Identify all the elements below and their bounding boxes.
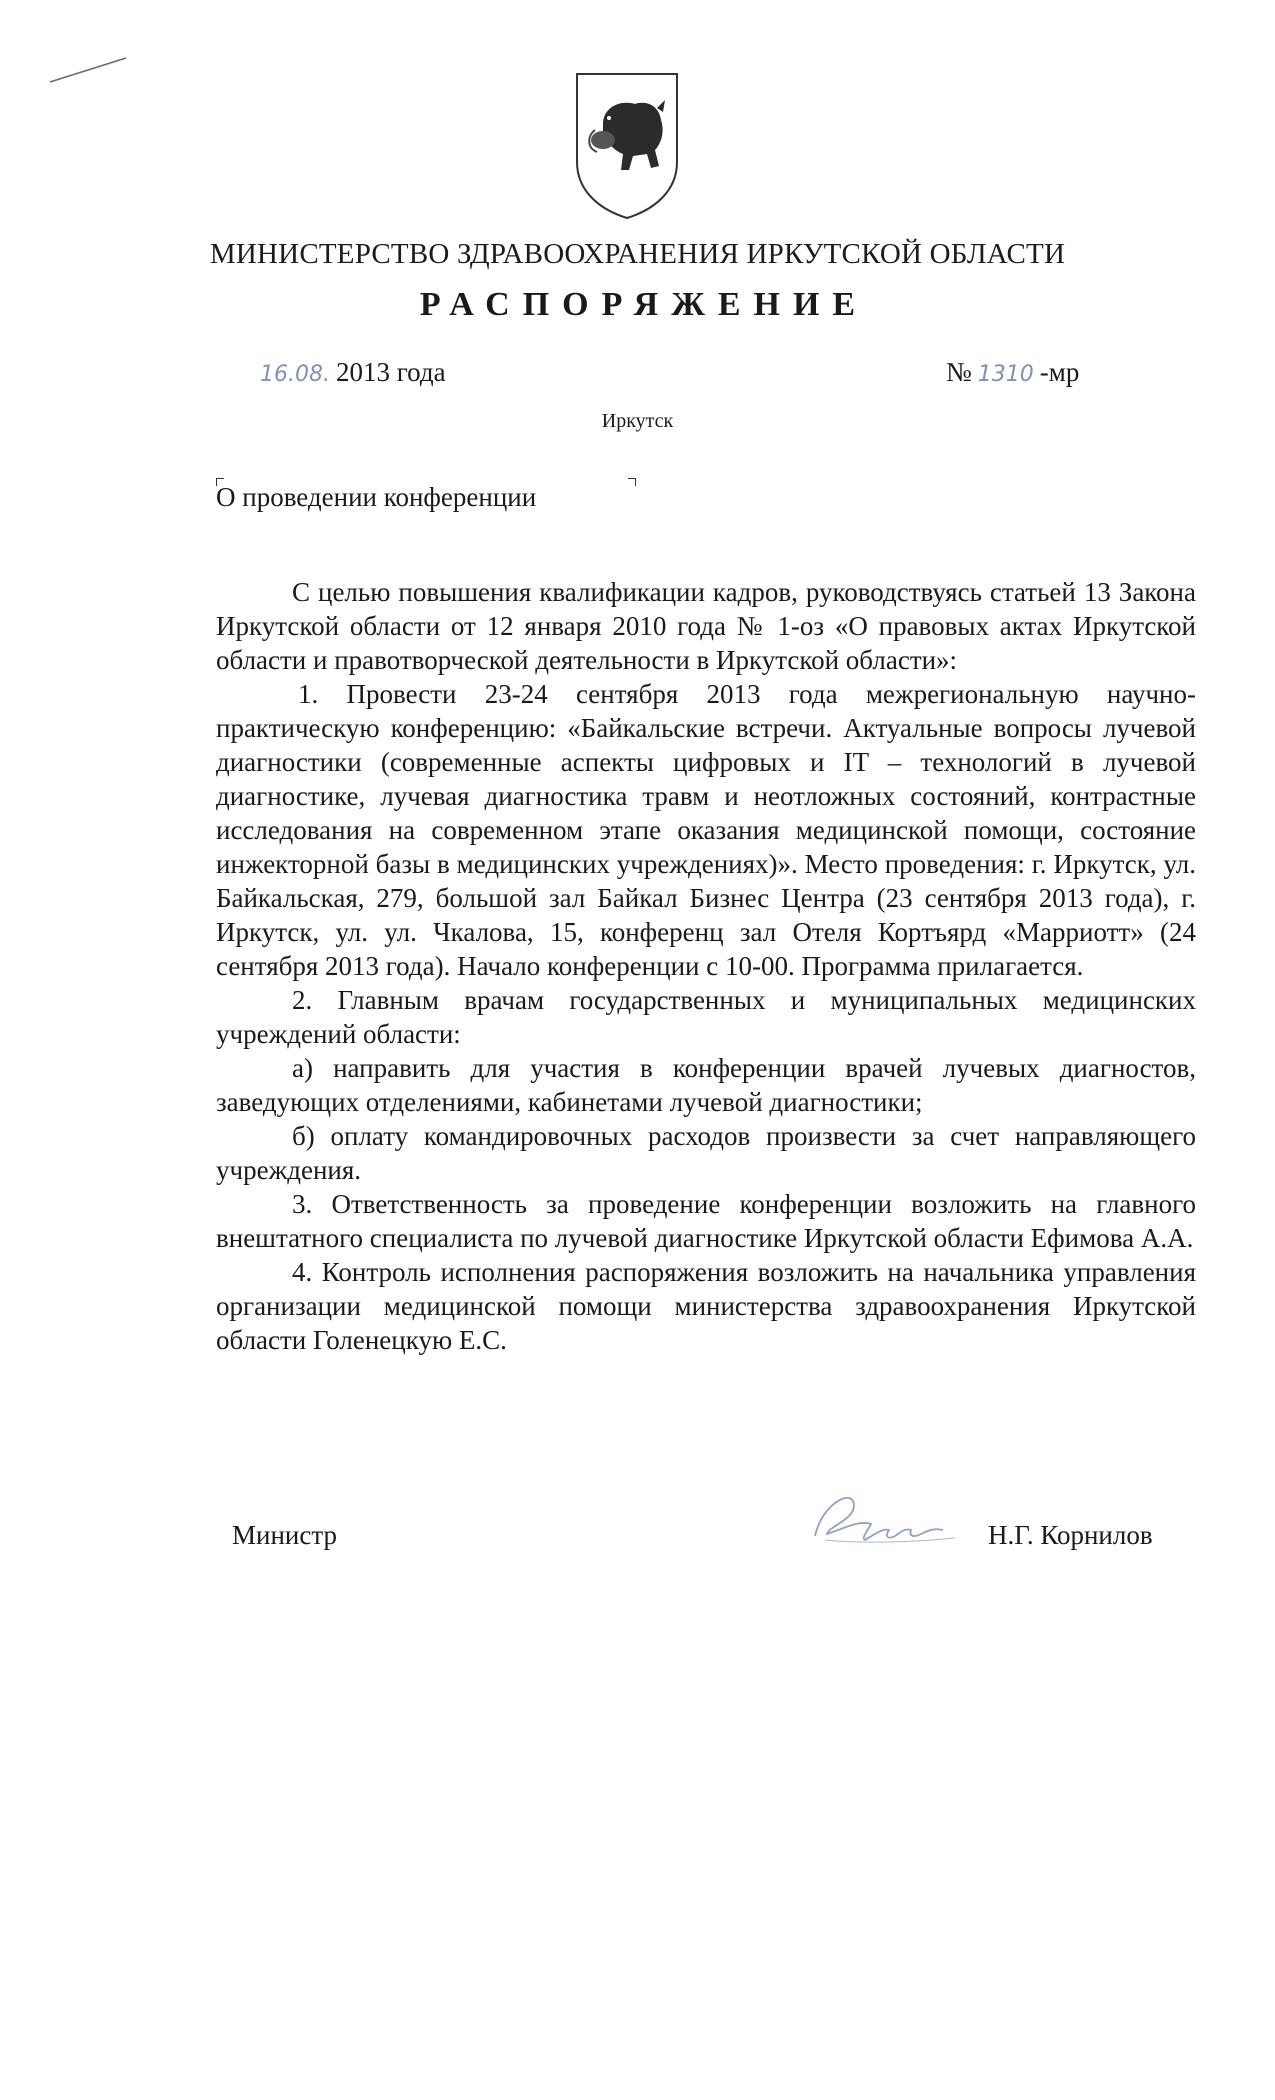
number-sign: №: [946, 357, 972, 387]
item-3-paragraph: 3. Ответственность за проведение конференции возложить на главного внештатного специалиста по лучевой диагностике Иркутской области Ефимова А.А.: [216, 1189, 1196, 1253]
handwritten-date: 16.08.: [260, 362, 330, 387]
document-subject: О проведении конференции: [216, 482, 537, 512]
date-suffix: 2013 года: [335, 357, 446, 387]
preamble-paragraph: С целью повышения квалификации кадров, руководствуясь статьей 13 Закона Иркутской области от 12 января 2010 года № 1-оз «О правовых актах Иркутской области и правотворческой деятельности в Иркутской области»:: [216, 577, 1196, 675]
document-number: [946, 357, 1079, 388]
item-2b-paragraph: б) оплату командировочных расходов произвести за счет направляющего учреждения.: [216, 1121, 1196, 1185]
signatory-name: Н.Г. Корнилов: [988, 1520, 1153, 1550]
document-type-title: РАСПОРЯЖЕНИЕ: [419, 286, 869, 323]
coat-of-arms-emblem: [573, 70, 681, 222]
document-date: [260, 357, 446, 388]
number-suffix: -мр: [1039, 357, 1080, 387]
handwritten-number: 1310: [977, 362, 1034, 387]
item-1-paragraph: 1. Провести 23-24 сентября 2013 года межрегиональную научно-практическую конференцию: «Байкальские встречи. Актуальные вопросы лучевой диагностики (современные аспекты цифровых и IT – технологий в лучевой диагностике, лучевая диагностика травм и неотложных состояний, контрастные исследования на современном этапе оказания медицинской помощи, состояние инжекторной базы в медицинских учреждениях)». Место проведения: г. Иркутск, ул. Байкальская, 279, большой зал Байкал Бизнес Центра (23 сентября 2013 года), г. Иркутск, ул. ул. Чкалова, 15, конференц зал Отеля Кортъярд «Марриотт» (24 сентября 2013 года). Начало конференции с 10-00. Программа прилагается.: [216, 679, 1196, 981]
document-city: Иркутск: [601, 410, 674, 432]
subject-corner-right: [628, 478, 636, 486]
item-2a-paragraph: а) направить для участия в конференции врачей лучевых диагностов, заведующих отделениями, кабинетами лучевой диагностики;: [216, 1053, 1196, 1117]
ministry-name: МИНИСТЕРСТВО ЗДРАВООХРАНЕНИЯ ИРКУТСКОЙ ОБЛАСТИ: [209, 238, 1066, 270]
signatory-title: Министр: [232, 1520, 337, 1550]
document-body: [216, 575, 1196, 1357]
item-4-paragraph: 4. Контроль исполнения распоряжения возложить на начальника управления организации медицинской помощи министерства здравоохранения Иркутской области Голенецкую Е.С.: [216, 1257, 1196, 1355]
handwritten-signature: [805, 1488, 975, 1558]
item-2-paragraph: 2. Главным врачам государственных и муниципальных медицинских учреждений области:: [216, 985, 1196, 1049]
pen-stroke-mark: [48, 55, 128, 85]
